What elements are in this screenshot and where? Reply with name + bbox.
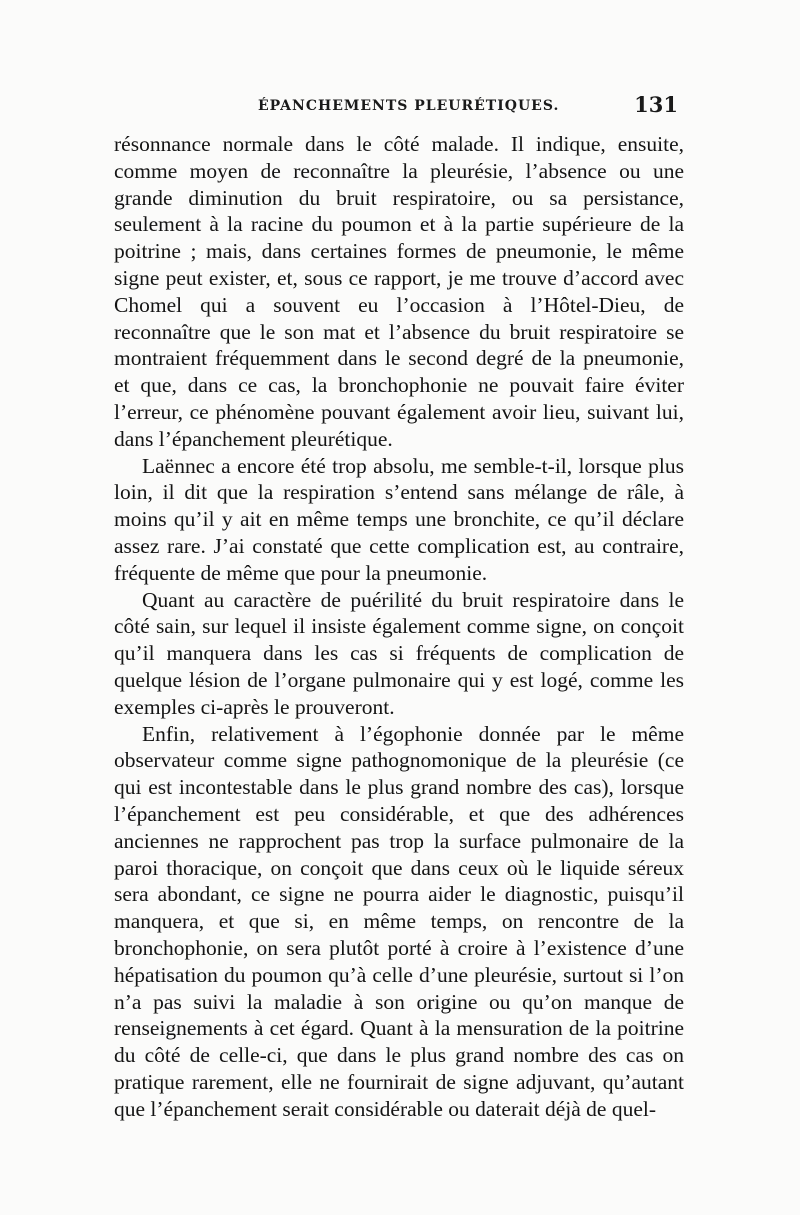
paragraph-1: résonnance normale dans le côté malade. Il indique, ensuite, comme moyen de reconnaître la pleurésie, l’absence ou une grande diminution du bruit respiratoire, ou sa persistance, seulement à la racine du poumon et à la partie supérieure de la poitrine ; mais, dans certaines formes de pneumonie, le même signe peut exister, et, sous ce rapport, je me trouve d’accord avec Chomel qui a souvent eu l’occasion à l’Hôtel-Dieu, de reconnaître que le son mat et l’absence du bruit respiratoire se montraient fréquemment dans le second degré de la pneumonie, et que, dans ce cas, la bronchophonie ne pouvait faire éviter l’erreur, ce phénomène pouvant également avoir lieu, suivant lui, dans l’épanchement pleurétique.: [114, 132, 684, 451]
paragraph-4: Enfin, relativement à l’égophonie donnée par le même observateur comme signe pathognomonique de la pleurésie (ce qui est incontestable dans le plus grand nombre des cas), lorsque l’épanchement est peu considérable, et que des adhérences anciennes ne rapprochent pas trop la surface pulmonaire de la paroi thoracique, on conçoit que dans ceux où le liquide séreux sera abondant, ce signe ne pourra aider le diagnostic, puisqu’il manquera, et que si, en même temps, on rencontre de la bronchophonie, on sera plutôt porté à croire à l’existence d’une hépatisation du poumon qu’à celle d’une pleurésie, surtout si l’on n’a pas suivi la maladie à son origine ou qu’on manque de renseignements à cet égard. Quant à la mensuration de la poitrine du côté de celle-ci, que dans le plus grand nombre des cas on pratique rarement, elle ne fournirait de signe adjuvant, qu’autant que l’épanchement serait considérable ou daterait déjà de quel-: [114, 721, 684, 1121]
paragraph-3: Quant au caractère de puérilité du bruit respiratoire dans le côté sain, sur lequel il insiste également comme signe, on conçoit qu’il manquera dans les cas si fréquents de complication de quelque lésion de l’organe pulmonaire qui y est logé, comme les exemples ci-après le prouveront.: [114, 587, 684, 719]
running-head: ÉPANCHEMENTS PLEURÉTIQUES.: [258, 98, 560, 114]
page-header: [112, 92, 682, 122]
paragraph-2: Laënnec a encore été trop absolu, me semble-t-il, lorsque plus loin, il dit que la respiration s’entend sans mélange de râle, à moins qu’il y ait en même temps une bronchite, ce qu’il déclare assez rare. J’ai constaté que cette complication est, au contraire, fréquente de même que pour la pneumonie.: [114, 453, 684, 585]
body-text: [114, 131, 684, 1122]
page-number: 131: [634, 92, 678, 117]
